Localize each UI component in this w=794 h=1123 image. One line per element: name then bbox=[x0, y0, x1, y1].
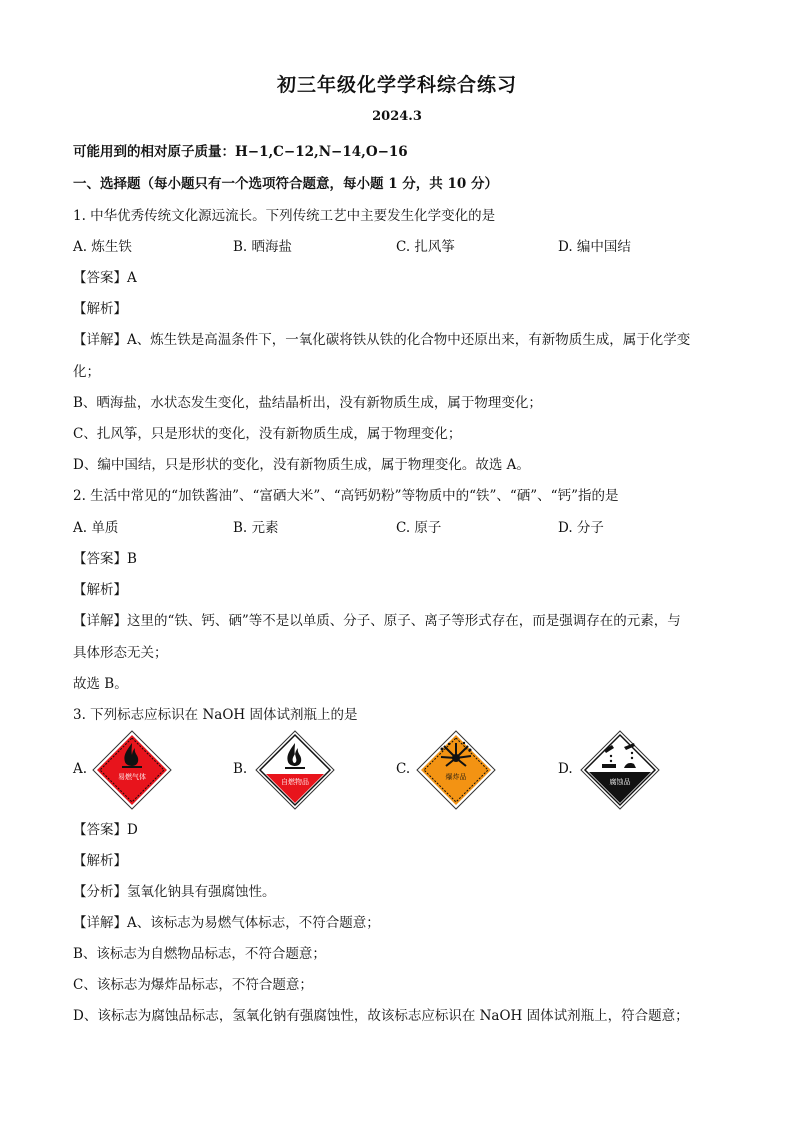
q3-option-d-sign bbox=[580, 730, 660, 810]
q3-analysis: 【解析】 bbox=[73, 853, 127, 869]
q3-option-c-letter: C. bbox=[396, 761, 411, 777]
q2-option-a: A. 单质 bbox=[73, 520, 119, 536]
q1-option-d: D. 编中国结 bbox=[558, 239, 631, 255]
q3-option-a-letter: A. bbox=[73, 761, 88, 777]
q3-option-a-sign bbox=[92, 730, 172, 810]
q1-analysis: 【解析】 bbox=[73, 301, 127, 317]
q3-option-b-label: 自燃物品 bbox=[281, 778, 309, 786]
exam-date: 2024.3 bbox=[372, 109, 422, 124]
q3-option-b-sign bbox=[255, 730, 335, 810]
q2-detail: 【详解】这里的“铁、钙、硒”等不是以单质、分子、原子、离子等形式存在，而是强调存在的元素，与 bbox=[73, 613, 681, 629]
page-title: 初三年级化学学科综合练习 bbox=[276, 74, 517, 96]
q3-fenxi: 【分析】氢氧化钠具有强腐蚀性。 bbox=[73, 884, 276, 900]
q2-detail: 具体形态无关； bbox=[73, 645, 168, 661]
q2-analysis: 【解析】 bbox=[73, 582, 127, 598]
q1-detail: 化； bbox=[73, 364, 100, 380]
q3-detail: D、该标志为腐蚀品标志，氢氧化钠有强腐蚀性，故该标志应标识在 NaOH 固体试剂瓶上，符合题意； bbox=[73, 1008, 689, 1024]
q1-detail: D、编中国结，只是形状的变化，没有新物质生成，属于物理变化。故选 A。 bbox=[73, 457, 530, 473]
q3-detail: C、该标志为爆炸品标志，不符合题意； bbox=[73, 977, 313, 993]
q3-option-d-letter: D. bbox=[558, 761, 573, 777]
q3-detail: 【详解】A、该标志为易燃气体标志，不符合题意； bbox=[73, 915, 380, 931]
q1-detail: B、晒海盐，水状态发生变化，盐结晶析出，没有新物质生成，属于物理变化； bbox=[73, 395, 542, 411]
q1-option-a: A. 炼生铁 bbox=[73, 239, 132, 255]
q2-answer: 【答案】B bbox=[73, 551, 137, 567]
atomic-mass-note: 可能用到的相对原子质量：H−1,C−12,N−14,O−16 bbox=[73, 144, 408, 160]
q2-option-b: B. 元素 bbox=[233, 520, 279, 536]
q2-option-c: C. 原子 bbox=[396, 520, 442, 536]
section-heading: 一、选择题（每小题只有一个选项符合题意，每小题 1 分，共 10 分） bbox=[73, 176, 498, 192]
q2-stem: 2. 生活中常见的“加铁酱油”、“富硒大米”、“高钙奶粉”等物质中的“铁”、“硒”、“钙”指的是 bbox=[73, 488, 619, 504]
q3-stem: 3. 下列标志应标识在 NaOH 固体试剂瓶上的是 bbox=[73, 707, 358, 723]
q1-option-c: C. 扎风筝 bbox=[396, 239, 455, 255]
q1-stem: 1. 中华优秀传统文化源远流长。下列传统工艺中主要发生化学变化的是 bbox=[73, 208, 496, 224]
q3-option-a-label: 易燃气体 bbox=[118, 773, 146, 781]
q1-detail: 【详解】A、炼生铁是高温条件下，一氧化碳将铁从铁的化合物中还原出来，有新物质生成，属于化学变 bbox=[73, 332, 691, 348]
q2-detail: 故选 B。 bbox=[73, 676, 128, 692]
q3-detail: B、该标志为自燃物品标志，不符合题意； bbox=[73, 946, 326, 962]
q3-answer: 【答案】D bbox=[73, 822, 138, 838]
q1-detail: C、扎风筝，只是形状的变化，没有新物质生成，属于物理变化； bbox=[73, 426, 462, 442]
q1-answer: 【答案】A bbox=[73, 270, 137, 286]
q3-option-c-label: 爆炸品 bbox=[445, 773, 467, 781]
q3-option-d-label: 腐蚀品 bbox=[609, 778, 631, 786]
q1-option-b: B. 晒海盐 bbox=[233, 239, 293, 255]
q3-option-c-sign bbox=[416, 730, 496, 810]
q2-option-d: D. 分子 bbox=[558, 520, 604, 536]
q3-option-b-letter: B. bbox=[233, 761, 248, 777]
